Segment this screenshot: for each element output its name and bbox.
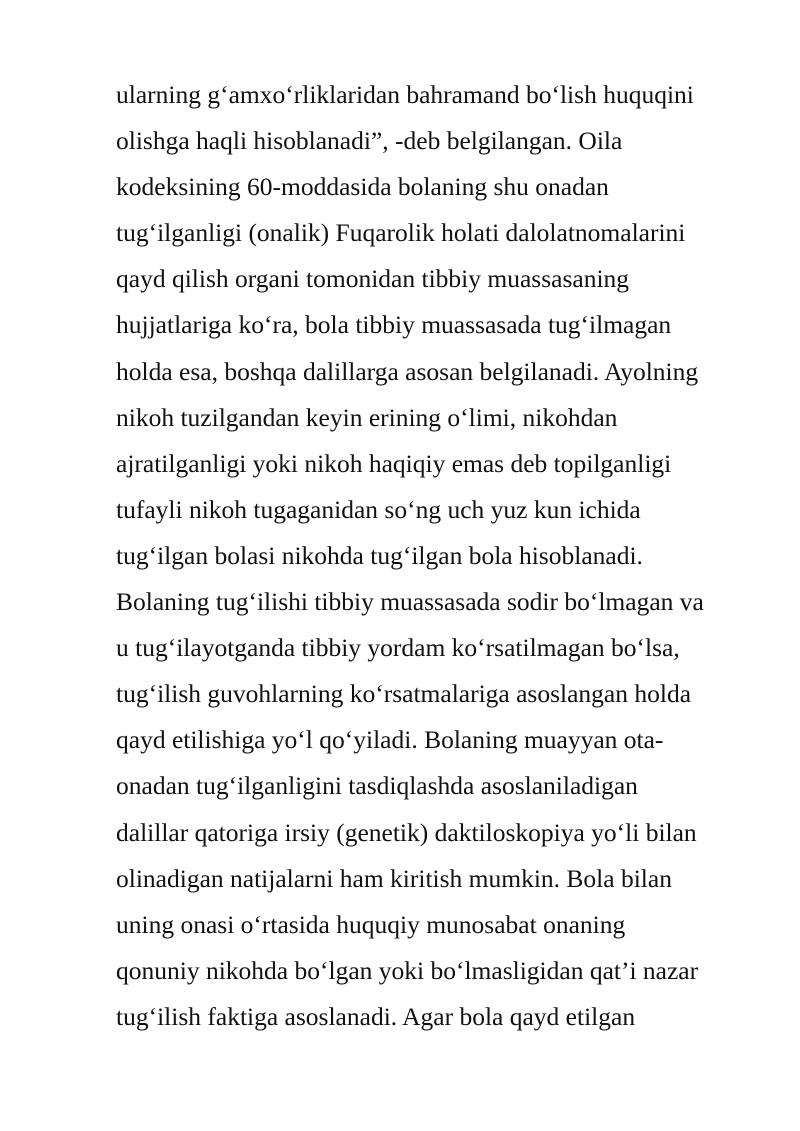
text-line: tug‘ilganligi (onalik) Fuqarolik holati dalolatnomalarini bbox=[116, 218, 686, 248]
text-line: u tug‘ilayotganda tibbiy yordam ko‘rsatilmagan bo‘lsa, bbox=[116, 633, 680, 663]
text-line: qayd etilishiga yo‘l qo‘yiladi. Bolaning muayyan ota- bbox=[116, 725, 664, 755]
text-line: nikoh tuzilgandan keyin erining o‘limi, nikohdan bbox=[116, 402, 618, 432]
text-line: qayd qilish organi tomonidan tibbiy muassasaning bbox=[116, 264, 630, 294]
text-line: tug‘ilgan bolasi nikohda tug‘ilgan bola hisoblanadi. bbox=[116, 540, 643, 570]
text-line: holda esa, boshqa dalillarga asosan belgilanadi. Ayolning bbox=[116, 356, 699, 386]
text-line: ajratilganligi yoki nikoh haqiqiy emas deb topilganligi bbox=[116, 448, 672, 478]
text-line: Bolaning tug‘ilishi tibbiy muassasada sodir bo‘lmagan va bbox=[116, 587, 704, 617]
text-line: tufayli nikoh tugaganidan so‘ng uch yuz kun ichida bbox=[116, 494, 641, 524]
text-line: dalillar qatoriga irsiy (genetik) daktiloskopiya yo‘li bilan bbox=[116, 817, 697, 847]
body-paragraph bbox=[116, 72, 756, 1040]
text-line: qonuniy nikohda bo‘lgan yoki bo‘lmasligidan qat’i nazar bbox=[116, 955, 699, 985]
text-line: tug‘ilish guvohlarning ko‘rsatmalariga asoslangan holda bbox=[116, 679, 692, 709]
text-line: onadan tug‘ilganligini tasdiqlashda asoslaniladigan bbox=[116, 771, 638, 801]
text-line: uning onasi o‘rtasida huquqiy munosabat onaning bbox=[116, 909, 626, 939]
text-line: olishga haqli hisoblanadi”, -deb belgilangan. Oila bbox=[116, 126, 623, 156]
text-line: kodeksining 60-moddasida bolaning shu onadan bbox=[116, 172, 609, 202]
text-line: tug‘ilish faktiga asoslanadi. Agar bola qayd etilgan bbox=[116, 1001, 636, 1031]
text-line: hujjatlariga ko‘ra, bola tibbiy muassasada tug‘ilmagan bbox=[116, 310, 672, 340]
text-line: ularning g‘amxo‘rliklaridan bahramand bo‘lish huquqini bbox=[116, 80, 694, 109]
text-line: olinadigan natijalarni ham kiritish mumkin. Bola bilan bbox=[116, 863, 672, 893]
